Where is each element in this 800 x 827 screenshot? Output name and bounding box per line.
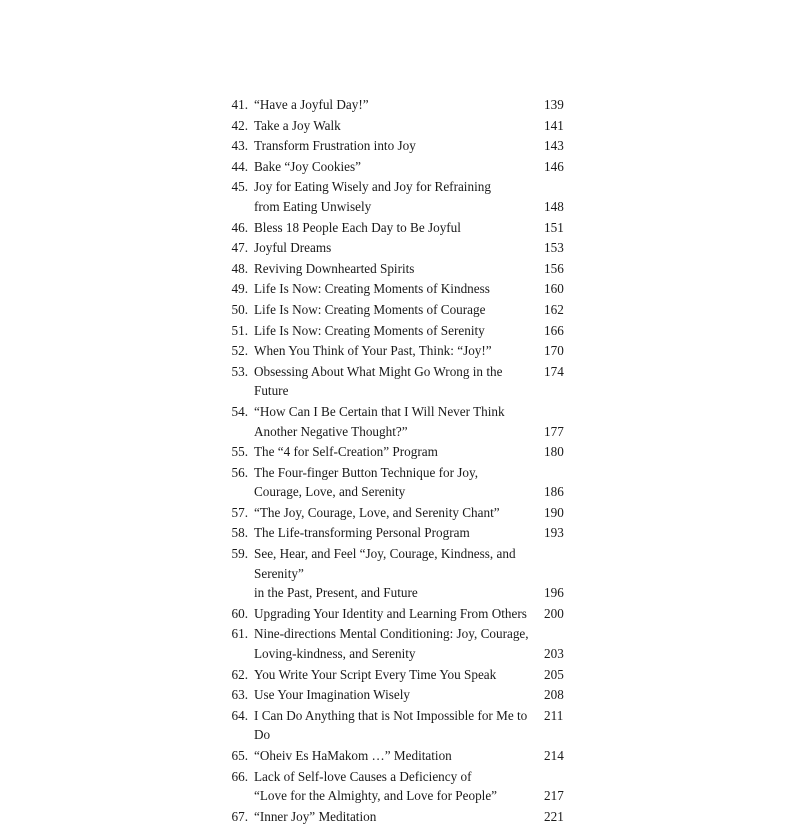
toc-entry-title-line: Lack of Self-love Causes a Deficiency of xyxy=(254,768,472,784)
toc-entry-title-line: You Write Your Script Every Time You Speak xyxy=(254,666,497,682)
toc-entry-page-number: 190 xyxy=(544,504,564,520)
toc-entry-title-line: Obsessing About What Might Go Wrong in the Future xyxy=(254,363,503,399)
toc-entry-title xyxy=(254,706,544,745)
toc-entry-number: 66. xyxy=(231,768,248,784)
toc-entry-page-number: 156 xyxy=(544,260,564,276)
toc-entry-page-number: 203 xyxy=(544,646,564,662)
toc-entry[interactable] xyxy=(222,807,578,827)
toc-entry[interactable] xyxy=(222,116,578,136)
toc-entry-title xyxy=(254,544,544,603)
toc-entry-title xyxy=(254,157,544,177)
toc-entry-number: 41. xyxy=(231,97,248,112)
toc-entry-title xyxy=(254,177,544,216)
toc-entry-title xyxy=(254,136,544,156)
toc-entry-number: 43. xyxy=(231,138,248,154)
toc-entry-title xyxy=(254,503,544,523)
table-of-contents xyxy=(222,95,578,827)
toc-entry-page-number: 170 xyxy=(544,343,564,359)
toc-entry-title-line: Take a Joy Walk xyxy=(254,117,341,133)
toc-entry[interactable] xyxy=(222,136,578,156)
toc-entry-title xyxy=(254,341,544,361)
toc-entry-title xyxy=(254,321,544,341)
toc-entry-page-number: 162 xyxy=(544,301,564,317)
toc-entry-title-line: Bless 18 People Each Day to Be Joyful xyxy=(254,219,461,235)
toc-entry-title-line: The Life-transforming Personal Program xyxy=(254,525,470,541)
toc-entry[interactable] xyxy=(222,259,578,279)
toc-entry-title-line: “Love for the Almighty, and Love for People” xyxy=(254,788,498,804)
toc-entry[interactable] xyxy=(222,523,578,543)
toc-entry-title-line: Life Is Now: Creating Moments of Courage xyxy=(254,301,486,317)
toc-entry-page-number: 200 xyxy=(544,605,564,621)
toc-entry-title-line: Nine-directions Mental Conditioning: Joy, Courage, xyxy=(254,626,529,642)
toc-entry[interactable] xyxy=(222,341,578,361)
toc-entry-number: 67. xyxy=(231,808,248,824)
toc-entry-number: 48. xyxy=(231,260,248,276)
toc-entry-number: 60. xyxy=(231,605,248,621)
toc-entry-page-number: 139 xyxy=(544,97,564,112)
toc-entry-title xyxy=(254,685,544,705)
toc-entry-title xyxy=(254,746,544,766)
toc-entry-number: 45. xyxy=(231,179,248,195)
toc-entry-title xyxy=(254,259,544,279)
toc-entry-number: 50. xyxy=(231,301,248,317)
toc-entry[interactable] xyxy=(222,706,578,745)
toc-entry-page-number: 146 xyxy=(544,158,564,174)
toc-entry-page-number: 211 xyxy=(544,707,564,723)
toc-entry-page-number: 166 xyxy=(544,322,564,338)
toc-entry-title-line: “Have a Joyful Day!” xyxy=(254,97,369,112)
toc-entry-number: 44. xyxy=(231,158,248,174)
toc-entry-title-line: See, Hear, and Feel “Joy, Courage, Kindness, and Serenity” xyxy=(254,546,516,581)
toc-entry-title xyxy=(254,463,544,502)
toc-entry-page-number: 160 xyxy=(544,281,564,297)
toc-entry-title-line: “The Joy, Courage, Love, and Serenity Chant” xyxy=(254,504,500,520)
toc-entry-page-number: 196 xyxy=(544,585,564,601)
toc-entry[interactable] xyxy=(222,177,578,216)
toc-entry-number: 61. xyxy=(231,626,248,642)
toc-entry-number: 59. xyxy=(231,546,248,562)
toc-entry-title xyxy=(254,523,544,543)
toc-entry[interactable] xyxy=(222,746,578,766)
toc-entry-title xyxy=(254,665,544,685)
toc-entry[interactable] xyxy=(222,503,578,523)
toc-entry-page-number: 186 xyxy=(544,484,564,500)
toc-entry-number: 53. xyxy=(231,363,248,379)
toc-entry-title xyxy=(254,624,544,663)
toc-entry-number: 55. xyxy=(231,444,248,460)
toc-entry-page-number: 151 xyxy=(544,219,564,235)
toc-entry[interactable] xyxy=(222,321,578,341)
toc-entry-page-number: 214 xyxy=(544,748,564,763)
toc-entry-number: 65. xyxy=(231,748,248,763)
toc-entry-page-number: 180 xyxy=(544,444,564,460)
toc-entry-title xyxy=(254,402,544,441)
toc-entry-title-line: Transform Frustration into Joy xyxy=(254,138,416,154)
toc-entry[interactable] xyxy=(222,157,578,177)
toc-entry-title-line: The Four-finger Button Technique for Joy, xyxy=(254,464,479,480)
toc-entry-page-number: 217 xyxy=(544,788,564,804)
toc-entry-title-line: Courage, Love, and Serenity xyxy=(254,484,406,500)
toc-entry-number: 46. xyxy=(231,219,248,235)
toc-entry-title-line: from Eating Unwisely xyxy=(254,198,372,214)
toc-entry-title xyxy=(254,218,544,238)
toc-entry-title-line: in the Past, Present, and Future xyxy=(254,585,418,601)
toc-entry[interactable] xyxy=(222,362,578,401)
toc-entry[interactable] xyxy=(222,218,578,238)
toc-entry-title-line: When You Think of Your Past, Think: “Joy!” xyxy=(254,343,492,359)
toc-entry-title-line: Upgrading Your Identity and Learning From Others xyxy=(254,605,527,621)
toc-entry-page-number: 177 xyxy=(544,423,564,439)
toc-entry-number: 42. xyxy=(231,117,248,133)
toc-entry-title-line: Loving-kindness, and Serenity xyxy=(254,646,416,662)
toc-entry-title-line: Reviving Downhearted Spirits xyxy=(254,260,415,276)
toc-entry-title-line: Another Negative Thought?” xyxy=(254,423,408,439)
toc-entry[interactable] xyxy=(222,604,578,624)
toc-entry-number: 54. xyxy=(231,403,248,419)
toc-entry-page-number: 148 xyxy=(544,198,564,214)
toc-entry-number: 51. xyxy=(231,322,248,338)
toc-entry-title xyxy=(254,279,544,299)
toc-entry-title-line: The “4 for Self-Creation” Program xyxy=(254,444,438,460)
toc-entry-number: 49. xyxy=(231,281,248,297)
toc-entry-title-line: I Can Do Anything that is Not Impossible for Me to Do xyxy=(254,707,528,743)
toc-entry-page-number: 193 xyxy=(544,525,564,541)
toc-entry-number: 62. xyxy=(231,666,248,682)
toc-entry[interactable] xyxy=(222,624,578,663)
toc-entry-title xyxy=(254,604,544,624)
toc-entry-number: 63. xyxy=(231,687,248,703)
toc-entry-title xyxy=(254,238,544,258)
toc-entry-title-line: “How Can I Be Certain that I Will Never Think xyxy=(254,403,505,419)
toc-entry[interactable] xyxy=(222,685,578,705)
toc-entry-page-number: 205 xyxy=(544,666,564,682)
toc-entry-title-line: “Oheiv Es HaMakom …” Meditation xyxy=(254,748,452,763)
toc-entry[interactable] xyxy=(222,300,578,320)
toc-entry-title-line: Life Is Now: Creating Moments of Kindness xyxy=(254,281,490,297)
toc-entry[interactable] xyxy=(222,544,578,603)
toc-entry[interactable] xyxy=(222,238,578,258)
toc-entry-title-line: “Inner Joy” Meditation xyxy=(254,808,377,824)
toc-entry-page-number: 143 xyxy=(544,138,564,154)
toc-entry-title-line: Use Your Imagination Wisely xyxy=(254,687,411,703)
toc-entry-title-line: Bake “Joy Cookies” xyxy=(254,158,361,174)
toc-entry-title xyxy=(254,300,544,320)
toc-entry-page-number: 208 xyxy=(544,687,564,703)
toc-entry-number: 57. xyxy=(231,504,248,520)
toc-entry-number: 56. xyxy=(231,464,248,480)
toc-entry-number: 58. xyxy=(231,525,248,541)
toc-entry-title xyxy=(254,95,544,115)
toc-entry-number: 47. xyxy=(231,240,248,256)
toc-entry-number: 64. xyxy=(231,707,248,723)
toc-entry-page-number: 174 xyxy=(544,363,564,379)
toc-entry[interactable] xyxy=(222,279,578,299)
toc-entry[interactable] xyxy=(222,402,578,441)
toc-entry[interactable] xyxy=(222,463,578,502)
toc-entry-number: 52. xyxy=(231,343,248,359)
toc-entry-page-number: 153 xyxy=(544,240,564,256)
toc-entry-title xyxy=(254,807,544,827)
toc-entry[interactable] xyxy=(222,95,578,115)
toc-entry-page-number: 141 xyxy=(544,117,564,133)
toc-entry-title xyxy=(254,116,544,136)
toc-entry-title-line: Life Is Now: Creating Moments of Serenity xyxy=(254,322,485,338)
toc-entry-title-line: Joy for Eating Wisely and Joy for Refraining xyxy=(254,179,491,195)
toc-entry[interactable] xyxy=(222,665,578,685)
toc-entry-title xyxy=(254,442,544,462)
toc-entry-title xyxy=(254,362,544,401)
toc-entry-title-line: Joyful Dreams xyxy=(254,240,332,256)
toc-entry[interactable] xyxy=(222,442,578,462)
toc-entry-page-number: 221 xyxy=(544,808,564,824)
